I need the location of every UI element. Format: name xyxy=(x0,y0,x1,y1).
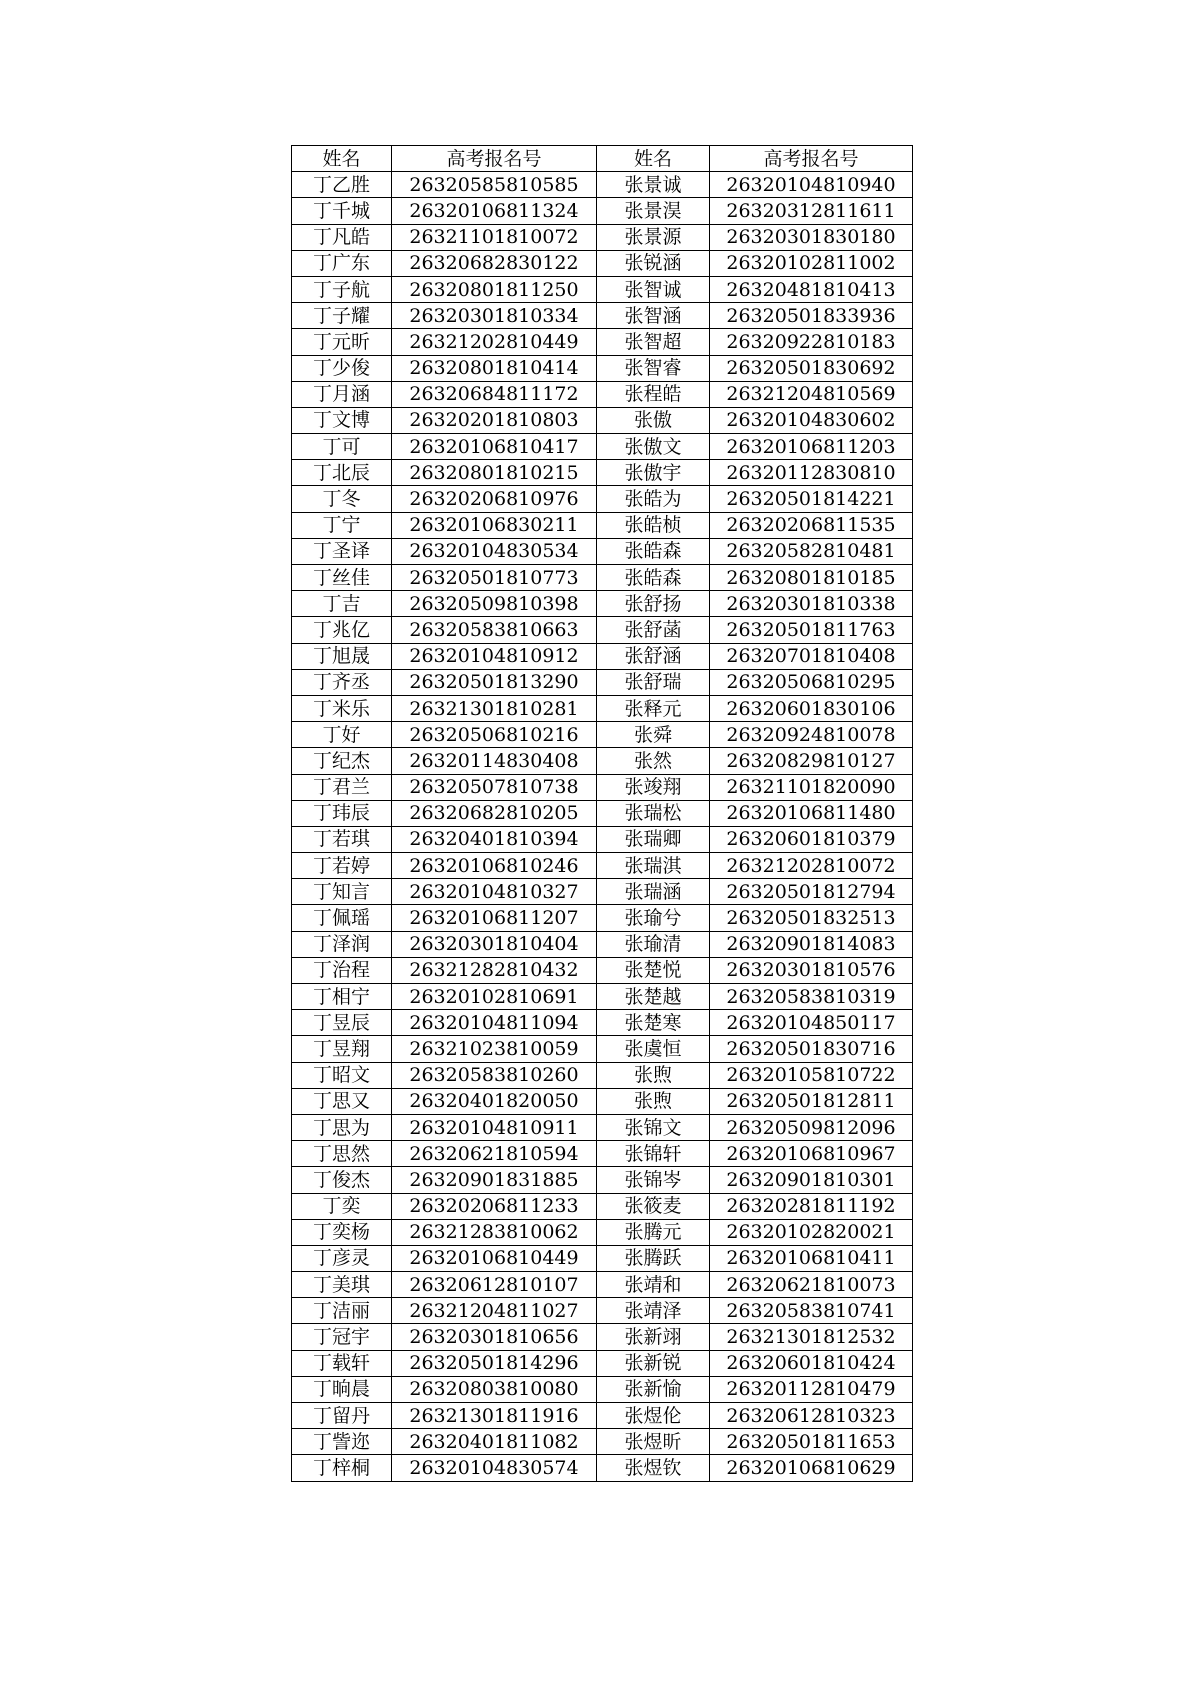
exam-id-cell: 26320104811094 xyxy=(392,1010,597,1036)
student-name-cell: 丁思又 xyxy=(292,1088,392,1114)
exam-id-cell: 26320501814221 xyxy=(710,486,913,512)
student-name-cell: 张腾元 xyxy=(597,1219,710,1245)
student-name-cell: 张智超 xyxy=(597,329,710,355)
student-name-cell: 丁广东 xyxy=(292,250,392,276)
table-row xyxy=(292,1455,913,1481)
table-row xyxy=(292,1193,913,1219)
student-name-cell: 张景源 xyxy=(597,224,710,250)
student-name-cell: 丁子耀 xyxy=(292,303,392,329)
table-row xyxy=(292,1219,913,1245)
table-row xyxy=(292,826,913,852)
exam-id-cell: 26320102810691 xyxy=(392,984,597,1010)
exam-id-cell: 26320501812811 xyxy=(710,1088,913,1114)
table-row xyxy=(292,905,913,931)
exam-id-cell: 26320509810398 xyxy=(392,591,597,617)
student-name-cell: 张楚悦 xyxy=(597,957,710,983)
student-name-cell: 丁美琪 xyxy=(292,1272,392,1298)
exam-id-cell: 26320901831885 xyxy=(392,1167,597,1193)
exam-id-cell: 26320901810301 xyxy=(710,1167,913,1193)
table-row xyxy=(292,565,913,591)
student-name-cell: 张皓为 xyxy=(597,486,710,512)
student-name-cell: 张锐涵 xyxy=(597,250,710,276)
student-name-cell: 丁少俊 xyxy=(292,355,392,381)
exam-id-cell: 26321204810569 xyxy=(710,381,913,407)
exam-id-cell: 26320114830408 xyxy=(392,748,597,774)
exam-id-cell: 26320201810803 xyxy=(392,407,597,433)
exam-id-cell: 26321283810062 xyxy=(392,1219,597,1245)
student-name-cell: 张新锐 xyxy=(597,1350,710,1376)
exam-id-cell: 26320102820021 xyxy=(710,1219,913,1245)
exam-id-cell: 26320801810215 xyxy=(392,460,597,486)
roster-table xyxy=(291,145,913,1482)
table-row xyxy=(292,800,913,826)
student-name-cell: 张舒扬 xyxy=(597,591,710,617)
student-name-cell: 张锦文 xyxy=(597,1114,710,1140)
table-row xyxy=(292,1062,913,1088)
exam-id-cell: 26320312811611 xyxy=(710,198,913,224)
student-name-cell: 丁旭晟 xyxy=(292,643,392,669)
student-name-cell: 丁思然 xyxy=(292,1141,392,1167)
student-name-cell: 丁泽润 xyxy=(292,931,392,957)
table-row xyxy=(292,355,913,381)
table-row xyxy=(292,957,913,983)
exam-id-cell: 26320501812794 xyxy=(710,879,913,905)
student-name-cell: 丁梓桐 xyxy=(292,1455,392,1481)
exam-id-cell: 26320509812096 xyxy=(710,1114,913,1140)
exam-id-cell: 26320104830602 xyxy=(710,407,913,433)
student-name-cell: 张煜昕 xyxy=(597,1429,710,1455)
student-name-cell: 张竣翔 xyxy=(597,774,710,800)
table-row xyxy=(292,250,913,276)
exam-id-cell: 26320501813290 xyxy=(392,669,597,695)
exam-id-cell: 26321204811027 xyxy=(392,1298,597,1324)
table-row xyxy=(292,1245,913,1271)
table-row xyxy=(292,1010,913,1036)
student-name-cell: 张舒菡 xyxy=(597,617,710,643)
exam-id-cell: 26320301810656 xyxy=(392,1324,597,1350)
student-name-cell: 张景淏 xyxy=(597,198,710,224)
exam-id-cell: 26320582810481 xyxy=(710,538,913,564)
table-row xyxy=(292,407,913,433)
student-name-cell: 张靖泽 xyxy=(597,1298,710,1324)
student-name-cell: 张虞恒 xyxy=(597,1036,710,1062)
student-name-cell: 丁玮辰 xyxy=(292,800,392,826)
student-name-cell: 张瑞涵 xyxy=(597,879,710,905)
table-row xyxy=(292,1167,913,1193)
exam-id-cell: 26320801810185 xyxy=(710,565,913,591)
exam-id-cell: 26320803810080 xyxy=(392,1376,597,1402)
exam-id-cell: 26320106811324 xyxy=(392,198,597,224)
student-name-cell: 丁若琪 xyxy=(292,826,392,852)
exam-id-cell: 26320507810738 xyxy=(392,774,597,800)
student-name-cell: 丁月涵 xyxy=(292,381,392,407)
student-name-cell: 张智诚 xyxy=(597,276,710,302)
student-name-cell: 张瑞卿 xyxy=(597,826,710,852)
table-row xyxy=(292,1324,913,1350)
table-row xyxy=(292,931,913,957)
exam-id-cell: 26321202810072 xyxy=(710,853,913,879)
student-name-cell: 丁若婷 xyxy=(292,853,392,879)
student-name-cell: 张瑜兮 xyxy=(597,905,710,931)
table-row xyxy=(292,1376,913,1402)
student-name-cell: 张皓森 xyxy=(597,538,710,564)
student-name-cell: 丁洁丽 xyxy=(292,1298,392,1324)
table-row xyxy=(292,1350,913,1376)
student-name-cell: 张傲宇 xyxy=(597,460,710,486)
exam-id-cell: 26320106810629 xyxy=(710,1455,913,1481)
table-row xyxy=(292,669,913,695)
table-row xyxy=(292,617,913,643)
exam-id-cell: 26321101820090 xyxy=(710,774,913,800)
exam-id-cell: 26320106830211 xyxy=(392,512,597,538)
exam-id-cell: 26320104810911 xyxy=(392,1114,597,1140)
student-name-cell: 丁昭文 xyxy=(292,1062,392,1088)
exam-id-cell: 26320601830106 xyxy=(710,695,913,721)
student-name-cell: 丁文博 xyxy=(292,407,392,433)
student-name-cell: 丁元昕 xyxy=(292,329,392,355)
student-name-cell: 丁北辰 xyxy=(292,460,392,486)
student-name-cell: 丁知言 xyxy=(292,879,392,905)
exam-id-cell: 26320801810414 xyxy=(392,355,597,381)
student-name-cell: 张腾跃 xyxy=(597,1245,710,1271)
student-name-cell: 丁好 xyxy=(292,722,392,748)
student-name-cell: 丁千城 xyxy=(292,198,392,224)
table-row xyxy=(292,1036,913,1062)
student-name-cell: 张煜钦 xyxy=(597,1455,710,1481)
exam-id-cell: 26320106810417 xyxy=(392,434,597,460)
student-name-cell: 张傲文 xyxy=(597,434,710,460)
table-row xyxy=(292,1088,913,1114)
exam-id-cell: 26320401820050 xyxy=(392,1088,597,1114)
student-name-cell: 丁奕 xyxy=(292,1193,392,1219)
exam-id-cell: 26320104830574 xyxy=(392,1455,597,1481)
student-name-cell: 丁凡皓 xyxy=(292,224,392,250)
exam-id-cell: 26321301810281 xyxy=(392,695,597,721)
exam-id-cell: 26320601810424 xyxy=(710,1350,913,1376)
exam-id-cell: 26320106810246 xyxy=(392,853,597,879)
student-name-cell: 丁兆亿 xyxy=(292,617,392,643)
table-row xyxy=(292,984,913,1010)
student-name-cell: 丁米乐 xyxy=(292,695,392,721)
exam-id-cell: 26320922810183 xyxy=(710,329,913,355)
table-row xyxy=(292,774,913,800)
exam-id-cell: 26321301812532 xyxy=(710,1324,913,1350)
student-name-cell: 张煦 xyxy=(597,1062,710,1088)
exam-id-cell: 26320112810479 xyxy=(710,1376,913,1402)
roster-body xyxy=(292,172,913,1481)
student-name-cell: 张煦 xyxy=(597,1088,710,1114)
student-name-cell: 丁訾迩 xyxy=(292,1429,392,1455)
exam-id-cell: 26320684811172 xyxy=(392,381,597,407)
table-row xyxy=(292,722,913,748)
table-row xyxy=(292,591,913,617)
student-name-cell: 丁相宁 xyxy=(292,984,392,1010)
exam-id-cell: 26320701810408 xyxy=(710,643,913,669)
exam-id-cell: 26320106811480 xyxy=(710,800,913,826)
exam-id-cell: 26320401811082 xyxy=(392,1429,597,1455)
student-name-cell: 张皓森 xyxy=(597,565,710,591)
exam-id-cell: 26320829810127 xyxy=(710,748,913,774)
exam-id-cell: 26320601810379 xyxy=(710,826,913,852)
exam-id-cell: 26320301810334 xyxy=(392,303,597,329)
exam-id-cell: 26320301830180 xyxy=(710,224,913,250)
table-row xyxy=(292,695,913,721)
student-name-cell: 张瑞松 xyxy=(597,800,710,826)
exam-id-cell: 26320301810576 xyxy=(710,957,913,983)
table-row xyxy=(292,434,913,460)
header-exam-id-1: 高考报名号 xyxy=(392,146,597,172)
exam-id-cell: 26320501814296 xyxy=(392,1350,597,1376)
exam-id-cell: 26320682830122 xyxy=(392,250,597,276)
exam-id-cell: 26320621810073 xyxy=(710,1272,913,1298)
student-name-cell: 丁丝佳 xyxy=(292,565,392,591)
table-row xyxy=(292,224,913,250)
table-row xyxy=(292,512,913,538)
exam-id-cell: 26320501830692 xyxy=(710,355,913,381)
student-name-cell: 张智睿 xyxy=(597,355,710,381)
header-exam-id-2: 高考报名号 xyxy=(710,146,913,172)
exam-id-cell: 26320106811203 xyxy=(710,434,913,460)
exam-id-cell: 26320583810663 xyxy=(392,617,597,643)
student-name-cell: 张然 xyxy=(597,748,710,774)
table-row xyxy=(292,1141,913,1167)
exam-id-cell: 26320501811763 xyxy=(710,617,913,643)
student-name-cell: 张锦轩 xyxy=(597,1141,710,1167)
exam-id-cell: 26320301810338 xyxy=(710,591,913,617)
exam-id-cell: 26320105810722 xyxy=(710,1062,913,1088)
header-name-2: 姓名 xyxy=(597,146,710,172)
exam-id-cell: 26320501830716 xyxy=(710,1036,913,1062)
exam-id-cell: 26320106811207 xyxy=(392,905,597,931)
student-name-cell: 张锦岑 xyxy=(597,1167,710,1193)
student-name-cell: 张楚越 xyxy=(597,984,710,1010)
exam-id-cell: 26320612810323 xyxy=(710,1403,913,1429)
exam-id-cell: 26320501811653 xyxy=(710,1429,913,1455)
student-name-cell: 丁吉 xyxy=(292,591,392,617)
exam-id-cell: 26320104850117 xyxy=(710,1010,913,1036)
student-name-cell: 丁圣译 xyxy=(292,538,392,564)
exam-id-cell: 26321023810059 xyxy=(392,1036,597,1062)
exam-id-cell: 26320102811002 xyxy=(710,250,913,276)
table-row xyxy=(292,172,913,198)
exam-id-cell: 26320801811250 xyxy=(392,276,597,302)
student-name-cell: 张智涵 xyxy=(597,303,710,329)
table-row xyxy=(292,879,913,905)
exam-id-cell: 26320506810295 xyxy=(710,669,913,695)
exam-id-cell: 26320104810912 xyxy=(392,643,597,669)
student-name-cell: 张舒涵 xyxy=(597,643,710,669)
exam-id-cell: 26321301811916 xyxy=(392,1403,597,1429)
student-name-cell: 丁昱翔 xyxy=(292,1036,392,1062)
table-row xyxy=(292,460,913,486)
exam-id-cell: 26320104810940 xyxy=(710,172,913,198)
exam-id-cell: 26320583810319 xyxy=(710,984,913,1010)
table-row xyxy=(292,748,913,774)
student-name-cell: 张程皓 xyxy=(597,381,710,407)
table-row xyxy=(292,1403,913,1429)
student-name-cell: 张楚寒 xyxy=(597,1010,710,1036)
student-name-cell: 丁可 xyxy=(292,434,392,460)
student-name-cell: 张新翊 xyxy=(597,1324,710,1350)
exam-id-cell: 26320583810260 xyxy=(392,1062,597,1088)
student-name-cell: 丁君兰 xyxy=(292,774,392,800)
exam-id-cell: 26320106810967 xyxy=(710,1141,913,1167)
header-name-1: 姓名 xyxy=(292,146,392,172)
table-row xyxy=(292,853,913,879)
table-row xyxy=(292,1429,913,1455)
student-name-cell: 张舒瑞 xyxy=(597,669,710,695)
exam-id-cell: 26320106810449 xyxy=(392,1245,597,1271)
exam-id-cell: 26320206810976 xyxy=(392,486,597,512)
student-name-cell: 张瑜清 xyxy=(597,931,710,957)
exam-id-cell: 26320901814083 xyxy=(710,931,913,957)
exam-id-cell: 26320621810594 xyxy=(392,1141,597,1167)
student-name-cell: 丁冠宇 xyxy=(292,1324,392,1350)
exam-id-cell: 26320583810741 xyxy=(710,1298,913,1324)
exam-id-cell: 26320506810216 xyxy=(392,722,597,748)
student-name-cell: 丁宁 xyxy=(292,512,392,538)
student-name-cell: 丁俊杰 xyxy=(292,1167,392,1193)
exam-id-cell: 26321101810072 xyxy=(392,224,597,250)
exam-id-cell: 26320682810205 xyxy=(392,800,597,826)
student-name-cell: 张皓桢 xyxy=(597,512,710,538)
exam-id-cell: 26320501832513 xyxy=(710,905,913,931)
student-name-cell: 张筱麦 xyxy=(597,1193,710,1219)
table-row xyxy=(292,1272,913,1298)
exam-id-cell: 26320501810773 xyxy=(392,565,597,591)
student-name-cell: 丁彦灵 xyxy=(292,1245,392,1271)
exam-id-cell: 26320104810327 xyxy=(392,879,597,905)
student-name-cell: 张靖和 xyxy=(597,1272,710,1298)
table-row xyxy=(292,486,913,512)
student-name-cell: 张释元 xyxy=(597,695,710,721)
exam-id-cell: 26321282810432 xyxy=(392,957,597,983)
student-name-cell: 丁冬 xyxy=(292,486,392,512)
exam-id-cell: 26320612810107 xyxy=(392,1272,597,1298)
table-row xyxy=(292,276,913,302)
student-name-cell: 丁齐丞 xyxy=(292,669,392,695)
table-row xyxy=(292,303,913,329)
student-name-cell: 丁晌晨 xyxy=(292,1376,392,1402)
exam-id-cell: 26320206811233 xyxy=(392,1193,597,1219)
student-name-cell: 丁昱辰 xyxy=(292,1010,392,1036)
exam-id-cell: 26320481810413 xyxy=(710,276,913,302)
exam-id-cell: 26320281811192 xyxy=(710,1193,913,1219)
table-row xyxy=(292,329,913,355)
student-name-cell: 张舜 xyxy=(597,722,710,748)
exam-id-cell: 26320401810394 xyxy=(392,826,597,852)
student-name-cell: 丁纪杰 xyxy=(292,748,392,774)
student-name-cell: 丁子航 xyxy=(292,276,392,302)
student-name-cell: 丁佩瑶 xyxy=(292,905,392,931)
exam-id-cell: 26321202810449 xyxy=(392,329,597,355)
student-name-cell: 张瑞淇 xyxy=(597,853,710,879)
table-row xyxy=(292,198,913,224)
exam-id-cell: 26320206811535 xyxy=(710,512,913,538)
student-name-cell: 张煜伦 xyxy=(597,1403,710,1429)
table-row xyxy=(292,381,913,407)
exam-id-cell: 26320301810404 xyxy=(392,931,597,957)
table-row xyxy=(292,1298,913,1324)
student-name-cell: 丁载轩 xyxy=(292,1350,392,1376)
exam-id-cell: 26320924810078 xyxy=(710,722,913,748)
student-name-cell: 丁乙胜 xyxy=(292,172,392,198)
exam-id-cell: 26320585810585 xyxy=(392,172,597,198)
table-row xyxy=(292,1114,913,1140)
student-name-cell: 丁治程 xyxy=(292,957,392,983)
table-row xyxy=(292,643,913,669)
student-name-cell: 丁思为 xyxy=(292,1114,392,1140)
student-name-cell: 张傲 xyxy=(597,407,710,433)
exam-id-cell: 26320501833936 xyxy=(710,303,913,329)
student-name-cell: 丁留丹 xyxy=(292,1403,392,1429)
student-name-cell: 丁奕杨 xyxy=(292,1219,392,1245)
table-row xyxy=(292,538,913,564)
student-name-cell: 张景诚 xyxy=(597,172,710,198)
exam-id-cell: 26320106810411 xyxy=(710,1245,913,1271)
header-row xyxy=(292,146,913,172)
student-name-cell: 张新愉 xyxy=(597,1376,710,1402)
exam-id-cell: 26320104830534 xyxy=(392,538,597,564)
exam-id-cell: 26320112830810 xyxy=(710,460,913,486)
